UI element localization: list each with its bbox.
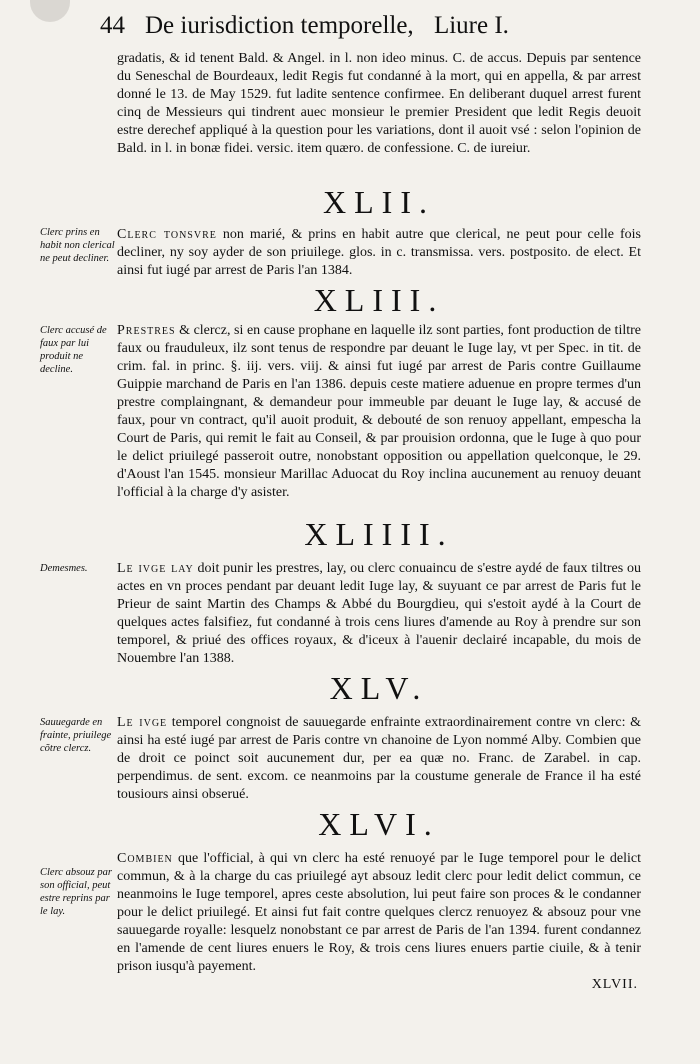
section-text-xlii: [117, 226, 641, 280]
section-heading-xliii: XLIII.: [313, 282, 445, 318]
sidenote-xlv: Sauuegarde en frainte, priuilege cõtre clercz.: [40, 717, 112, 754]
section-body-xlv: temporel congnoist de sauuegarde enfrainte extraordinairement contre vn clerc: & ainsi ha esté iugé par arrest de Paris contre vn chanoine de Lyon nommé Alby. Combien que de droit ce poinct soit aucunement dur, per ea quæ no. Franc. de Zarabel. in cap. perpendimus. de sent. excom. ce neanmoins par la coustume generale de France il ha esté tousiours ainsi obserué.: [117, 715, 641, 802]
sidenote-xliii: Clerc accusé de faux par lui produit ne decline.: [40, 325, 107, 375]
section-heading-xlv: XLV.: [329, 670, 429, 706]
section-lead-xliiii: Le ivge lay: [117, 561, 194, 576]
section-heading-xlii: XLII.: [323, 184, 435, 220]
section-text-xliiii: [117, 560, 641, 668]
section-heading-xliiii: XLIIII.: [304, 516, 454, 552]
section-text-xliii: [117, 322, 641, 502]
section-text-xlv: [117, 714, 641, 804]
intro-paragraph: gradatis, & id tenent Bald. & Angel. in l. non ideo minus. C. de accus. Depuis par sentence du Seneschal de Bourdeaux, ledit Regis fut condanné à la mort, qui en appella, & par arrest donné le 13. de May 1529. fut ladite sentence confirmee. En deliberant duquel arrest furent cinq de Messieurs qui tindrent auec monsieur le premier President que ledit Regis deuoit estre derechef appliqué à la question pour les variations, dont il auoit vsé : selon l'opinion de Bald. in l. in bonæ fidei. versic. item quæro. de confessione. C. de iureiur.: [117, 51, 641, 156]
page-edge-shadow: [30, 0, 70, 22]
section-body-xliii: & clercz, si en cause prophane en laquelle ilz sont parties, font production de tiltre faux ou frauduleux, ilz sont tenus de respondre par deuant le Iuge lay, vt per Spec. in tit. de crim. fal. in princ. §. iij. vers. viij. & ainsi fut iugé par arrest de Paris contre Guillaume Guippie marchand de Paris en l'an 1386. depuis ceste matiere aduenue en propre termes d'un prestre complaingnant, & demandeur pour immeuble par deuant le Iuge lay, & accusé de faux, pour vn contract, qu'il auoit produit, & debouté de son renuoy appellant, empescha la Court de Paris, qui remit le fait au Conseil, & par prouision ordonna, que le Iuge à quo pour le delict priuilegé passeroit outre, nonobstant opposition ou appellation quelconque, le 29. d'Aoust l'an 1545. monsieur Marillac Aduocat du Roy inclina aucunement au renuoy deuant l'official à la charge d'y asister.: [117, 323, 641, 500]
sidenote-xlii: Clerc prins en habit non clerical ne peut decliner.: [40, 227, 115, 264]
catchword: XLVII.: [591, 977, 638, 992]
section-body-xliiii: doit punir les prestres, lay, ou clerc conuaincu de s'estre aydé de faux tiltres ou actes en vn proces pendant par deuant ledit Iuge lay, & suyuant ce par arrest de Paris fut le Prieur de saint Martin des Champs & Abbé du Bourgdieu, qui s'estoit aydé à la Court de quelques actes falsifiez, fut condanné à trois cens liures d'amende au Roy à prendre sur son temporel, & priué des offices royaux, & d'iceux à l'auenir declairé incapable, du mois de Nouembre l'an 1388.: [117, 561, 641, 666]
section-text-xlvi: [117, 850, 641, 976]
running-header: [100, 12, 660, 46]
section-body-xlii: non marié, & prins en habit autre que clerical, ne peut pour celle fois decliner, ny soy ayder de son priuilege. glos. in c. transmissa. vers. postposito. de elect. Et ainsi fut iugé par arrest de Paris l'an 1384.: [117, 227, 641, 278]
sidenote-xliiii: Demesmes.: [40, 563, 88, 574]
section-lead-xliii: Prestres: [117, 323, 176, 338]
running-title-text: De iurisdiction temporelle,: [145, 12, 414, 39]
page-number: 44: [100, 12, 125, 39]
section-lead-xlvi: Combien: [117, 851, 173, 866]
section-body-xlvi: que l'official, à qui vn clerc ha esté renuoyé par le Iuge temporel pour le delict commun, & à la charge du cas priuilegé ayt absouz ledit clerc pour ledit delict commun, ce neanmoins le Iuge temporel, apres ceste absolution, lui peut faire son proces & le condanner pour le delict priuilegé. Et ainsi fut fait contre quelques clercz renuoyez & absouz pour vne sauuegarde royalle: lesquelz nonobstant ce par arrest de Paris de l'an 1394. furent condannez en l'amende de cent liures enuers le Roy, & trois cens liures enuers partie ciuile, & à tenir prison iusqu'à payement.: [117, 851, 641, 974]
section-lead-xlii: Clerc tonsvre: [117, 227, 217, 242]
running-title: [145, 12, 660, 40]
section-lead-xlv: Le ivge: [117, 715, 168, 730]
section-heading-xlvi: XLVI.: [318, 806, 440, 842]
running-title-book: Liure I.: [433, 12, 509, 39]
sidenote-xlvi: Clerc absouz par son official, peut estre reprins par le lay.: [40, 867, 112, 917]
